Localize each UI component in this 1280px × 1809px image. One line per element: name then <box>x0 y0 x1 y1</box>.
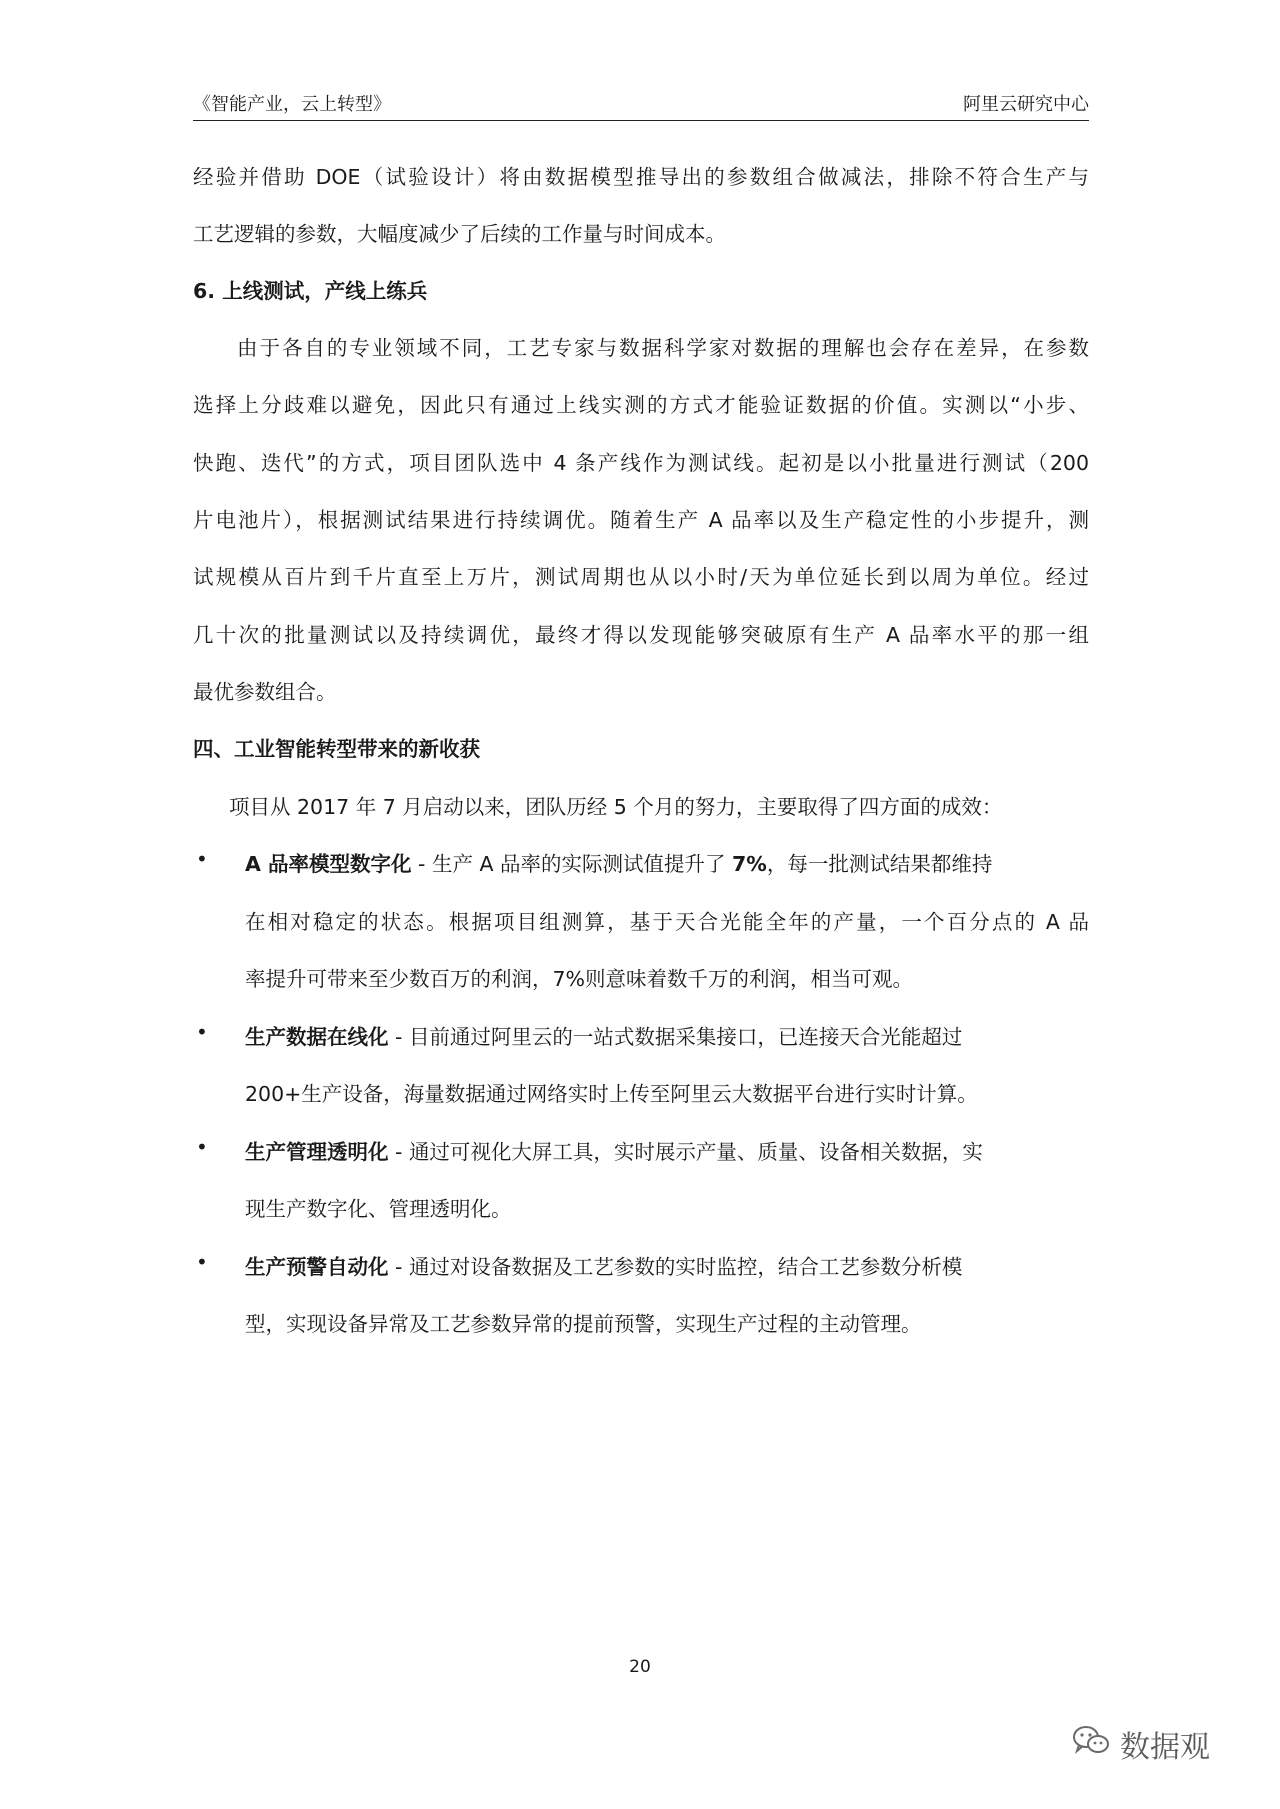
bullet-line: 现生产数字化、管理透明化。 <box>245 1197 512 1221</box>
page-header <box>193 86 1089 121</box>
header-organization: 阿里云研究中心 <box>963 94 1089 115</box>
bullet-separator: - <box>388 1255 409 1279</box>
bullet-first-line <box>245 1135 983 1165</box>
bullet-title: 生产管理透明化 <box>245 1140 389 1164</box>
paragraph-line: 由于各自的专业领域不同，工艺专家与数据科学家对数据的理解也会存在差异，在参数 <box>237 336 1089 360</box>
paragraph-line: 最优参数组合。 <box>193 680 337 704</box>
paragraph-line: 项目从 2017 年 7 月启动以来，团队历经 5 个月的努力，主要取得了四方面的成效： <box>229 795 1003 819</box>
section-heading-4: 四、工业智能转型带来的新收获 <box>193 737 480 761</box>
bullet-dot: • <box>196 1020 208 1044</box>
bullet-text: 生产 A 品率的实际测试值提升了 <box>431 852 733 876</box>
paragraph-line: 试规模从百片到千片直至上万片，测试周期也从以小时/天为单位延长到以周为单位。经过 <box>193 565 1089 589</box>
bullet-highlight-value: 7% <box>732 852 767 876</box>
bullet-title: 生产预警自动化 <box>245 1255 389 1279</box>
bullet-line: 200+生产设备，海量数据通过网络实时上传至阿里云大数据平台进行实时计算。 <box>245 1082 978 1106</box>
bullet-dot: • <box>196 847 208 871</box>
section-heading-6: 6. 上线测试，产线上练兵 <box>193 279 428 303</box>
bullet-separator: - <box>388 1025 409 1049</box>
bullet-first-line <box>245 1020 962 1050</box>
paragraph-line: 工艺逻辑的参数，大幅度减少了后续的工作量与时间成本。 <box>193 222 726 246</box>
bullet-dot: • <box>196 1135 208 1159</box>
bullet-line: 率提升可带来至少数百万的利润，7%则意味着数千万的利润，相当可观。 <box>245 967 914 991</box>
bullet-text: 通过对设备数据及工艺参数的实时监控，结合工艺参数分析模 <box>408 1255 963 1279</box>
bullet-first-line <box>245 1250 962 1280</box>
bullet-text: ，每一批测试结果都维持 <box>766 852 993 876</box>
paragraph-line: 几十次的批量测试以及持续调优，最终才得以发现能够突破原有生产 A 品率水平的那一组 <box>193 623 1089 647</box>
bullet-title: A 品率模型数字化 <box>245 852 412 876</box>
bullet-text: 通过可视化大屏工具，实时展示产量、质量、设备相关数据，实 <box>408 1140 983 1164</box>
paragraph-line: 经验并借助 DOE（试验设计）将由数据模型推导出的参数组合做减法，排除不符合生产与 <box>193 165 1089 189</box>
watermark <box>1072 1722 1210 1766</box>
bullet-first-line <box>245 847 992 877</box>
paragraph-line: 快跑、迭代”的方式，项目团队选中 4 条产线作为测试线。起初是以小批量进行测试（200 <box>193 451 1089 475</box>
bullet-dot: • <box>196 1250 208 1274</box>
bullet-text: 目前通过阿里云的一站式数据采集接口，已连接天合光能超过 <box>408 1025 963 1049</box>
bullet-separator: - <box>411 852 432 876</box>
paragraph-line: 选择上分歧难以避免，因此只有通过上线实测的方式才能验证数据的价值。实测以“小步、 <box>193 393 1089 417</box>
watermark-text: 数据观 <box>1120 1730 1210 1765</box>
paragraph-line: 片电池片），根据测试结果进行持续调优。随着生产 A 品率以及生产稳定性的小步提升，测 <box>193 508 1089 532</box>
bullet-line: 在相对稳定的状态。根据项目组测算，基于天合光能全年的产量，一个百分点的 A 品 <box>245 910 1089 934</box>
wechat-icon <box>1072 1724 1120 1764</box>
page-number: 20 <box>629 1657 651 1677</box>
header-doc-title: 《智能产业，云上转型》 <box>193 94 391 115</box>
bullet-separator: - <box>388 1140 409 1164</box>
bullet-line: 型，实现设备异常及工艺参数异常的提前预警，实现生产过程的主动管理。 <box>245 1312 922 1336</box>
bullet-title: 生产数据在线化 <box>245 1025 389 1049</box>
